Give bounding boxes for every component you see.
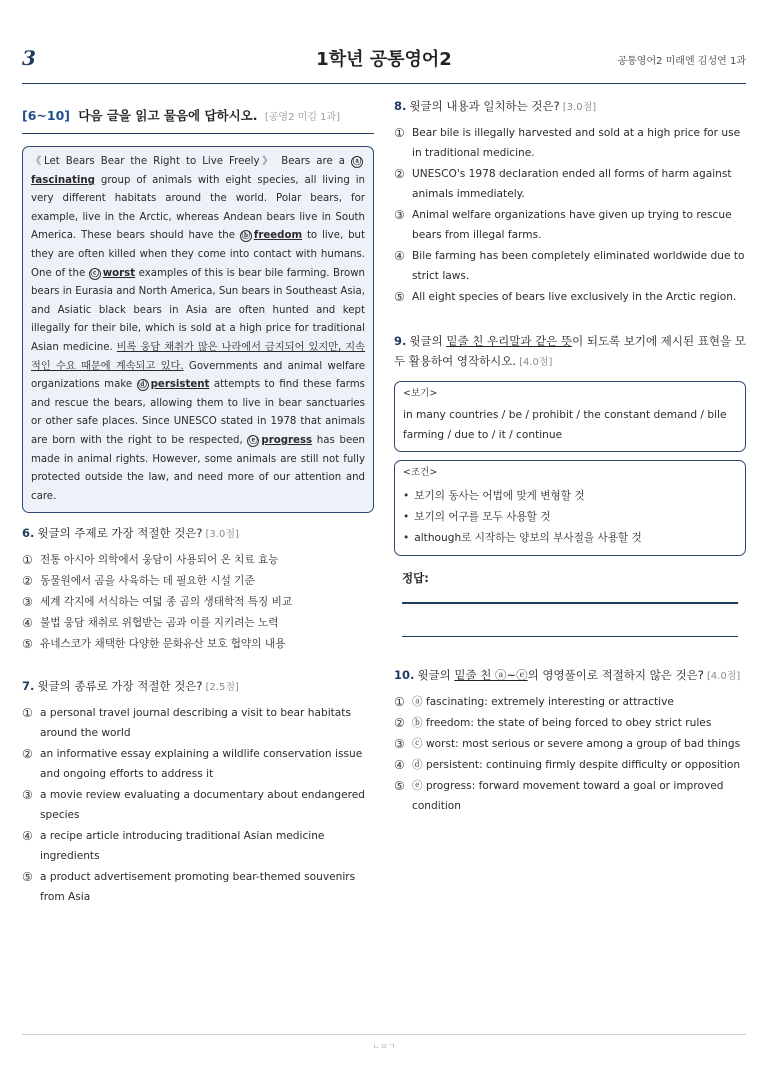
question-number: 6.: [22, 526, 35, 541]
option-number: ⑤: [394, 290, 405, 304]
option-text: ⓑ freedom: the state of being forced to obey strict rules: [412, 717, 712, 729]
option[interactable]: [394, 692, 746, 712]
option[interactable]: [394, 164, 746, 204]
option-text: Bile farming has been completely eliminated worldwide due to strict laws.: [412, 250, 745, 282]
option-text: an informative essay explaining a wildlife conservation issue and ongoing efforts to address it: [40, 748, 363, 781]
question-number: 7.: [22, 679, 35, 694]
option[interactable]: [394, 246, 746, 286]
option-number: ④: [394, 249, 405, 263]
left-column: [22, 100, 374, 908]
option-number: ⑤: [22, 637, 33, 652]
option-number: ③: [22, 595, 33, 610]
option-number: ④: [22, 616, 33, 631]
exam-subtitle: 공통영어2 미래엔 김성연 1과: [617, 56, 746, 67]
option-list: [22, 550, 374, 654]
question-underlined-text: 밑줄 친 ⓐ~ⓔ: [454, 668, 528, 682]
passage-text: 《Let Bears Bear the Right to Live Freely》 Bears are a: [31, 156, 351, 167]
option-list: [394, 123, 746, 307]
question-range: [6~10]: [22, 108, 70, 123]
question-6: [22, 525, 374, 654]
reading-passage: [22, 146, 374, 513]
option-list: [394, 692, 746, 816]
option-number: ①: [22, 553, 33, 568]
option-text: All eight species of bears live exclusively in the Arctic region.: [412, 291, 737, 303]
option-text: 세계 각지에 서식하는 여덟 종 곰의 생태학적 특징 비교: [40, 596, 293, 609]
section-tag: [공영2 미김 1과]: [264, 112, 341, 123]
question-text: 이 되도록 보기에 제시된 표현을 모두 활용하여 영작하시오.: [394, 334, 746, 368]
question-number: 9.: [394, 334, 407, 348]
bogi-text: in many countries / be / prohibit / the constant demand / bile farming / due to / it / continue: [403, 409, 727, 441]
option-text: ⓔ progress: forward movement toward a goal or improved condition: [412, 780, 724, 812]
option[interactable]: [22, 550, 374, 570]
passage-text: group of animals with eight species, all living in very different habitats around the world. Polar bears, for example, live in the Arctic, whereas Andean bears live in South America. These bears should have the: [31, 174, 365, 242]
question-10: [394, 667, 746, 816]
question-text: 윗글의 내용과 일치하는 것은?: [409, 99, 560, 113]
marker-d: ⓓ: [138, 380, 147, 391]
condition-item: • 보기의 동사는 어법에 맞게 변형할 것: [403, 486, 737, 507]
option-text: ⓐ fascinating: extremely interesting or attractive: [412, 696, 674, 708]
underlined-word-c: worst: [102, 267, 136, 279]
option[interactable]: [394, 734, 746, 754]
option[interactable]: [22, 867, 374, 907]
question-stem: [22, 525, 374, 543]
option-number: ②: [22, 574, 33, 589]
option[interactable]: [394, 287, 746, 307]
question-stem: [394, 98, 746, 116]
marker-b: ⓑ: [241, 231, 251, 242]
condition-item: • although로 시작하는 양보의 부사절을 사용할 것: [403, 528, 737, 549]
page-header: [22, 40, 746, 84]
answer-label: 정답:: [402, 571, 429, 585]
condition-box: [394, 460, 746, 556]
passage-text: to live, but they are often killed when they come into contact with humans. One of the: [31, 230, 365, 279]
page-footer: ㄴㅇㄱ: [22, 1034, 746, 1052]
option[interactable]: [22, 744, 374, 784]
option-text: ⓓ persistent: continuing firmly despite difficulty or opposition: [412, 759, 741, 771]
question-9: [394, 331, 746, 637]
option-text: ⓒ worst: most serious or severe among a group of bad things: [412, 738, 741, 750]
condition-item: • 보기의 어구를 모두 사용할 것: [403, 507, 737, 528]
condition-label: <조건>: [403, 467, 438, 478]
option-number: ④: [22, 829, 33, 844]
question-stem: [394, 667, 746, 685]
question-stem: [22, 678, 374, 696]
question-number: 10.: [394, 668, 415, 682]
section-heading: [22, 100, 374, 134]
option[interactable]: [394, 755, 746, 775]
option-text: 전통 아시아 의학에서 웅담이 사용되어 온 치료 효능: [40, 554, 279, 567]
option-number: ③: [22, 788, 33, 803]
option[interactable]: [22, 613, 374, 633]
condition-list: [403, 486, 737, 549]
option-number: ④: [394, 758, 405, 772]
option-text: a product advertisement promoting bear-themed souvenirs from Asia: [40, 871, 356, 904]
passage-text: has been made in animal rights. However, some animals are still not fully protected outside the law, and need more of our attention and care.: [31, 434, 365, 502]
option[interactable]: [22, 571, 374, 591]
question-8: [394, 98, 746, 307]
underlined-korean-sentence: 비록 웅담 채취가 많은 나라에서 금지되어 있지만, 지속적인 수요 때문에 계속되고 있다.: [31, 341, 365, 372]
option-number: ②: [394, 167, 405, 181]
option[interactable]: [22, 703, 374, 743]
option-text: Animal welfare organizations have given up trying to rescue bears from illegal farms.: [412, 209, 732, 241]
option-number: ③: [394, 737, 405, 751]
option[interactable]: [22, 826, 374, 866]
question-text: 윗글의: [409, 334, 447, 348]
option[interactable]: [22, 634, 374, 654]
option-number: ①: [394, 126, 405, 140]
right-column: [394, 98, 746, 817]
question-points: [4.0점]: [519, 357, 553, 368]
marker-c: ⓒ: [90, 268, 99, 279]
underlined-word-e: progress: [261, 434, 313, 446]
question-points: [3.0점]: [562, 102, 597, 113]
marker-a: ⓐ: [352, 157, 362, 167]
underlined-word-d: persistent: [150, 379, 210, 391]
exam-title: 1학년 공통영어2: [316, 49, 452, 70]
section-instruction: 다음 글을 읽고 물음에 답하시오.: [78, 108, 258, 123]
option-number: ②: [22, 747, 33, 762]
option-text: 불법 웅담 채취로 위협받는 곰과 이를 지키려는 노력: [40, 617, 279, 630]
option-text: a recipe article introducing traditional Asian medicine ingredients: [40, 830, 325, 863]
option-text: 동물원에서 곰을 사육하는 데 필요한 시설 기준: [40, 575, 255, 588]
option-list: [22, 703, 374, 907]
option[interactable]: [22, 785, 374, 825]
page-number: 3: [22, 46, 36, 70]
passage-text: Governments and animal welfare organizations make: [31, 360, 366, 391]
question-7: [22, 678, 374, 907]
underlined-word-b: freedom: [253, 230, 303, 242]
option-number: ⑤: [394, 779, 405, 793]
bogi-box: [394, 381, 746, 452]
option[interactable]: [394, 123, 746, 163]
option-number: ②: [394, 716, 405, 730]
option-number: ⑤: [22, 870, 33, 885]
question-number: 8.: [394, 99, 407, 113]
underlined-word-a: fascinating: [31, 174, 95, 186]
option-text: UNESCO's 1978 declaration ended all forms of harm against animals immediately.: [412, 168, 732, 200]
question-stem: [394, 331, 746, 373]
option[interactable]: [22, 592, 374, 612]
option-number: ①: [394, 695, 405, 709]
bogi-label: <보기>: [403, 388, 438, 399]
option-number: ①: [22, 706, 33, 721]
option[interactable]: [394, 776, 746, 816]
passage-text: examples of this is bear bile farming. Brown bears in Eurasia and North America, Sun bears in Southeast Asia, and Asiatic black bears in Asia are often hunted and kept illegally for their bile, which is sold at a high price for traditional Asian medicine.: [31, 267, 366, 353]
option-text: Bear bile is illegally harvested and sold at a high price for use in traditional medicine.: [412, 127, 741, 159]
answer-line[interactable]: [402, 602, 738, 604]
option[interactable]: [394, 205, 746, 245]
question-points: [4.0점]: [706, 671, 741, 682]
option[interactable]: [394, 713, 746, 733]
option-text: 유네스코가 채택한 다양한 문화유산 보호 협약의 내용: [40, 638, 286, 651]
question-points: [3.0점]: [205, 529, 239, 541]
question-underlined-text: 밑줄 친 우리말과 같은 뜻: [446, 334, 573, 348]
passage-text: attempts to find these farms and rescue the bears, allowing them to live in bear sanctuaries or other safe places. Since UNESCO stated in 1978 that animals are born with the right to be respected,: [31, 379, 365, 446]
question-points: [2.5점]: [205, 682, 239, 694]
answer-line[interactable]: [402, 636, 738, 638]
question-text: 윗글의 주제로 가장 적절한 것은?: [37, 526, 203, 541]
option-number: ③: [394, 208, 405, 222]
question-text: 의 영영풀이로 적절하지 않은 것은?: [527, 668, 704, 682]
marker-e: ⓔ: [249, 435, 258, 446]
option-text: a movie review evaluating a documentary about endangered species: [40, 789, 365, 822]
question-text: 윗글의 종류로 가장 적절한 것은?: [37, 679, 203, 694]
question-text: 윗글의: [417, 668, 455, 682]
option-text: a personal travel journal describing a visit to bear habitats around the world: [40, 707, 351, 740]
